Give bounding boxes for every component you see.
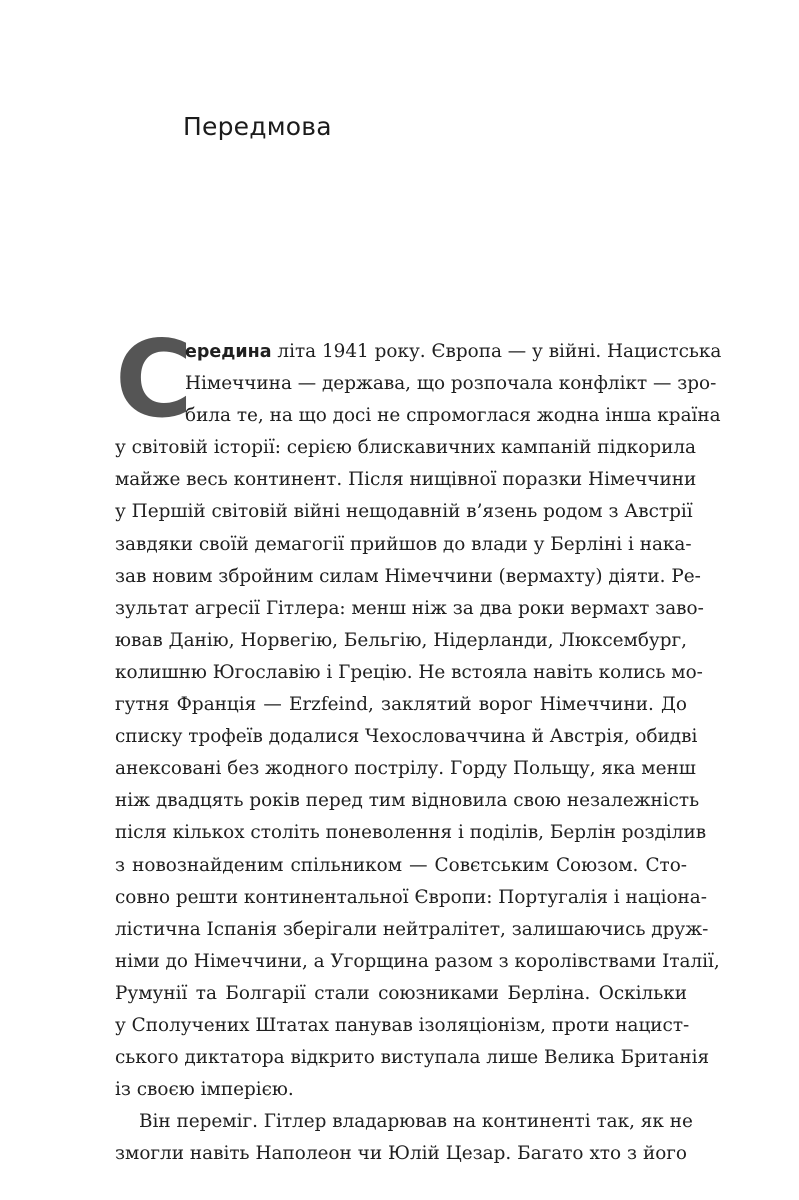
body-text — [115, 318, 722, 1170]
chapter-heading: Передмова — [183, 112, 332, 141]
text-line: після кількох століть поневолення і поділів, Берлін розділив — [115, 822, 707, 844]
text-line: колишню Югославію і Грецію. Не встояла навіть колись мо- — [115, 661, 703, 683]
drop-cap-letter: С — [115, 318, 193, 441]
text-line: била те, на що досі не спромоглася жодна інша країна — [185, 405, 721, 427]
text-line: списку трофеїв додалися Чехословаччина й Австрія, обидві — [115, 726, 698, 748]
text-line: гутня Франція — Erzfeind, заклятий ворог Німеччини. До — [115, 694, 687, 716]
text-line: лістична Іспанія зберігали нейтралітет, залишаючись друж- — [115, 918, 709, 940]
text-line: ював Данію, Норвегію, Бельгію, Нідерланди, Люксембург, — [115, 629, 687, 651]
text-line: анексовані без жодного пострілу. Горду Польщу, яка менш — [115, 758, 696, 780]
text-line: змогли навіть Наполеон чи Юлій Цезар. Багато хто з його — [115, 1143, 687, 1165]
text-line: ніж двадцять років перед тим відновила свою незалежність — [115, 790, 700, 812]
lead-word: ередина — [185, 342, 272, 362]
text-line: совно решти континентальної Європи: Португалія і націона- — [115, 886, 707, 908]
text-line: зав новим збройним силам Німеччини (вермахту) діяти. Ре- — [115, 565, 701, 587]
text-line: німи до Німеччини, а Угорщина разом з королівствами Італії, — [115, 950, 720, 972]
text-line: майже весь континент. Після нищівної поразки Німеччини — [115, 469, 697, 491]
text-line: зультат агресії Гітлера: менш ніж за два роки вермахт заво- — [115, 597, 704, 619]
text-line: з новознайденим спільником — Совєтським Союзом. Сто- — [115, 854, 687, 876]
text-line: у світовій історії: серією блискавичних кампаній підкорила — [115, 437, 696, 459]
text-line: ського диктатора відкрито виступала лише Велика Британія — [115, 1047, 710, 1069]
text-line: із своєю імперією. — [115, 1079, 294, 1101]
text-line: завдяки своїй демагогії прийшов до влади у Берліні і нака- — [115, 533, 692, 555]
text-line: Він переміг. Гітлер владарював на континенті так, як не — [139, 1111, 693, 1133]
text-line: у Сполучених Штатах панував ізоляціонізм, проти нацист- — [115, 1014, 690, 1036]
text-line: Німеччина — держава, що розпочала конфлікт — зро- — [185, 373, 717, 395]
text-line: у Першій світовій війні нещодавній в’язень родом з Австрії — [115, 501, 693, 523]
text-line: Румунії та Болгарії стали союзниками Берліна. Оскільки — [115, 982, 687, 1004]
text-line: ередина літа 1941 року. Європа — у війні. Нацистська — [185, 341, 722, 362]
